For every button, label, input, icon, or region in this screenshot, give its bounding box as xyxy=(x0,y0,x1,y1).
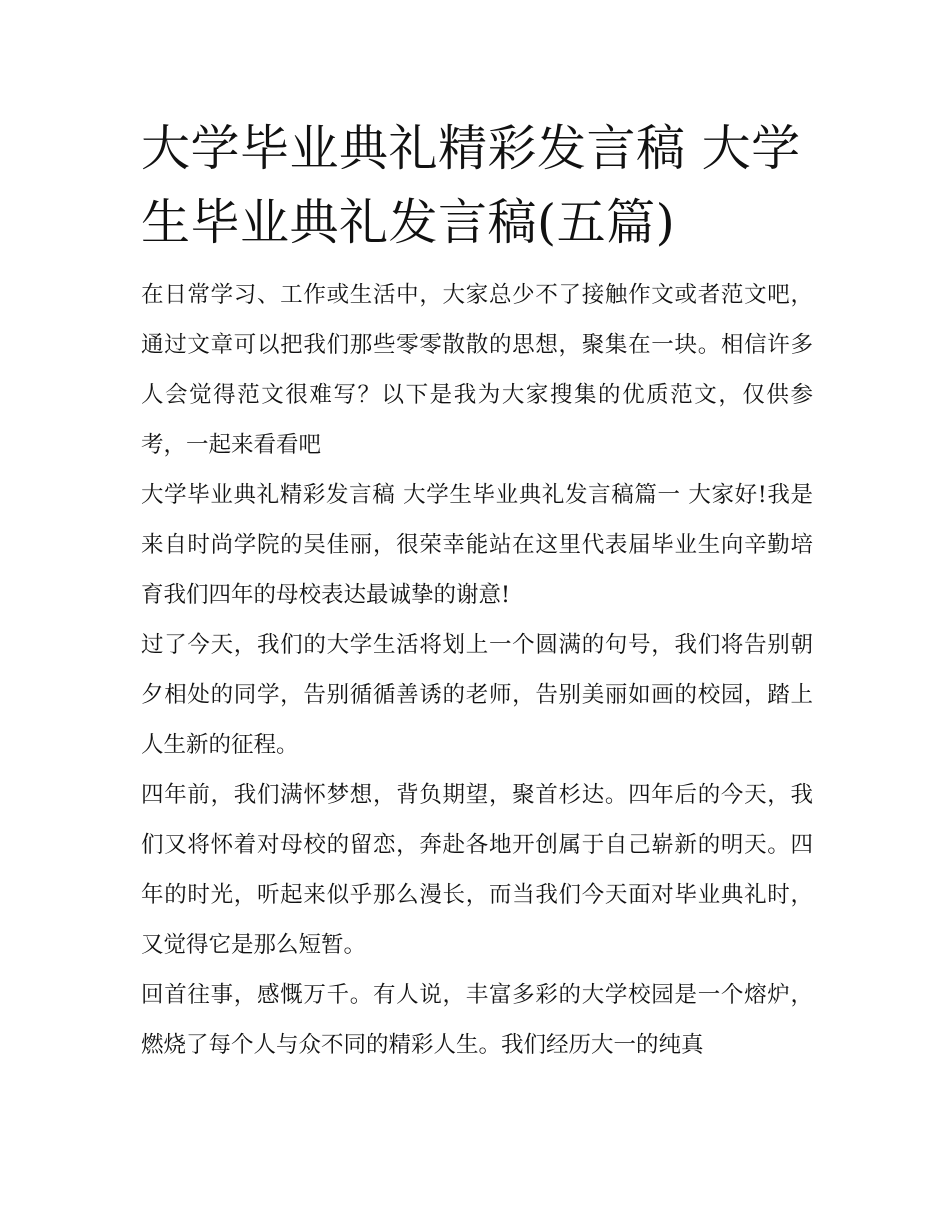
paragraph-greeting: 大学毕业典礼精彩发言稿 大学生毕业典礼发言稿篇一 大家好!我是来自时尚学院的吴佳丽，很荣幸能站在这里代表届毕业生向辛勤培育我们四年的母校表达最诚挚的谢意! xyxy=(141,482,813,608)
document-content xyxy=(141,112,813,1070)
document-title: 大学毕业典礼精彩发言稿 大学生毕业典礼发言稿(五篇) xyxy=(141,120,801,251)
document-body xyxy=(141,270,813,1070)
paragraph-reflection: 回首往事，感慨万千。有人说，丰富多彩的大学校园是一个熔炉，燃烧了每个人与众不同的精彩人生。我们经历大一的纯真 xyxy=(141,982,813,1058)
paragraph-farewell: 过了今天，我们的大学生活将划上一个圆满的句号，我们将告别朝夕相处的同学，告别循循善诱的老师，告别美丽如画的校园，踏上人生新的征程。 xyxy=(141,632,813,758)
paragraph-intro: 在日常学习、工作或生活中，大家总少不了接触作文或者范文吧，通过文章可以把我们那些零零散散的思想，聚集在一块。相信许多人会觉得范文很难写？以下是我为大家搜集的优质范文，仅供参考，一起来看看吧 xyxy=(141,282,813,458)
paragraph-four-years: 四年前，我们满怀梦想，背负期望，聚首杉达。四年后的今天，我们又将怀着对母校的留恋，奔赴各地开创属于自己崭新的明天。四年的时光，听起来似乎那么漫长，而当我们今天面对毕业典礼时，又觉得它是那么短暂。 xyxy=(141,782,813,958)
